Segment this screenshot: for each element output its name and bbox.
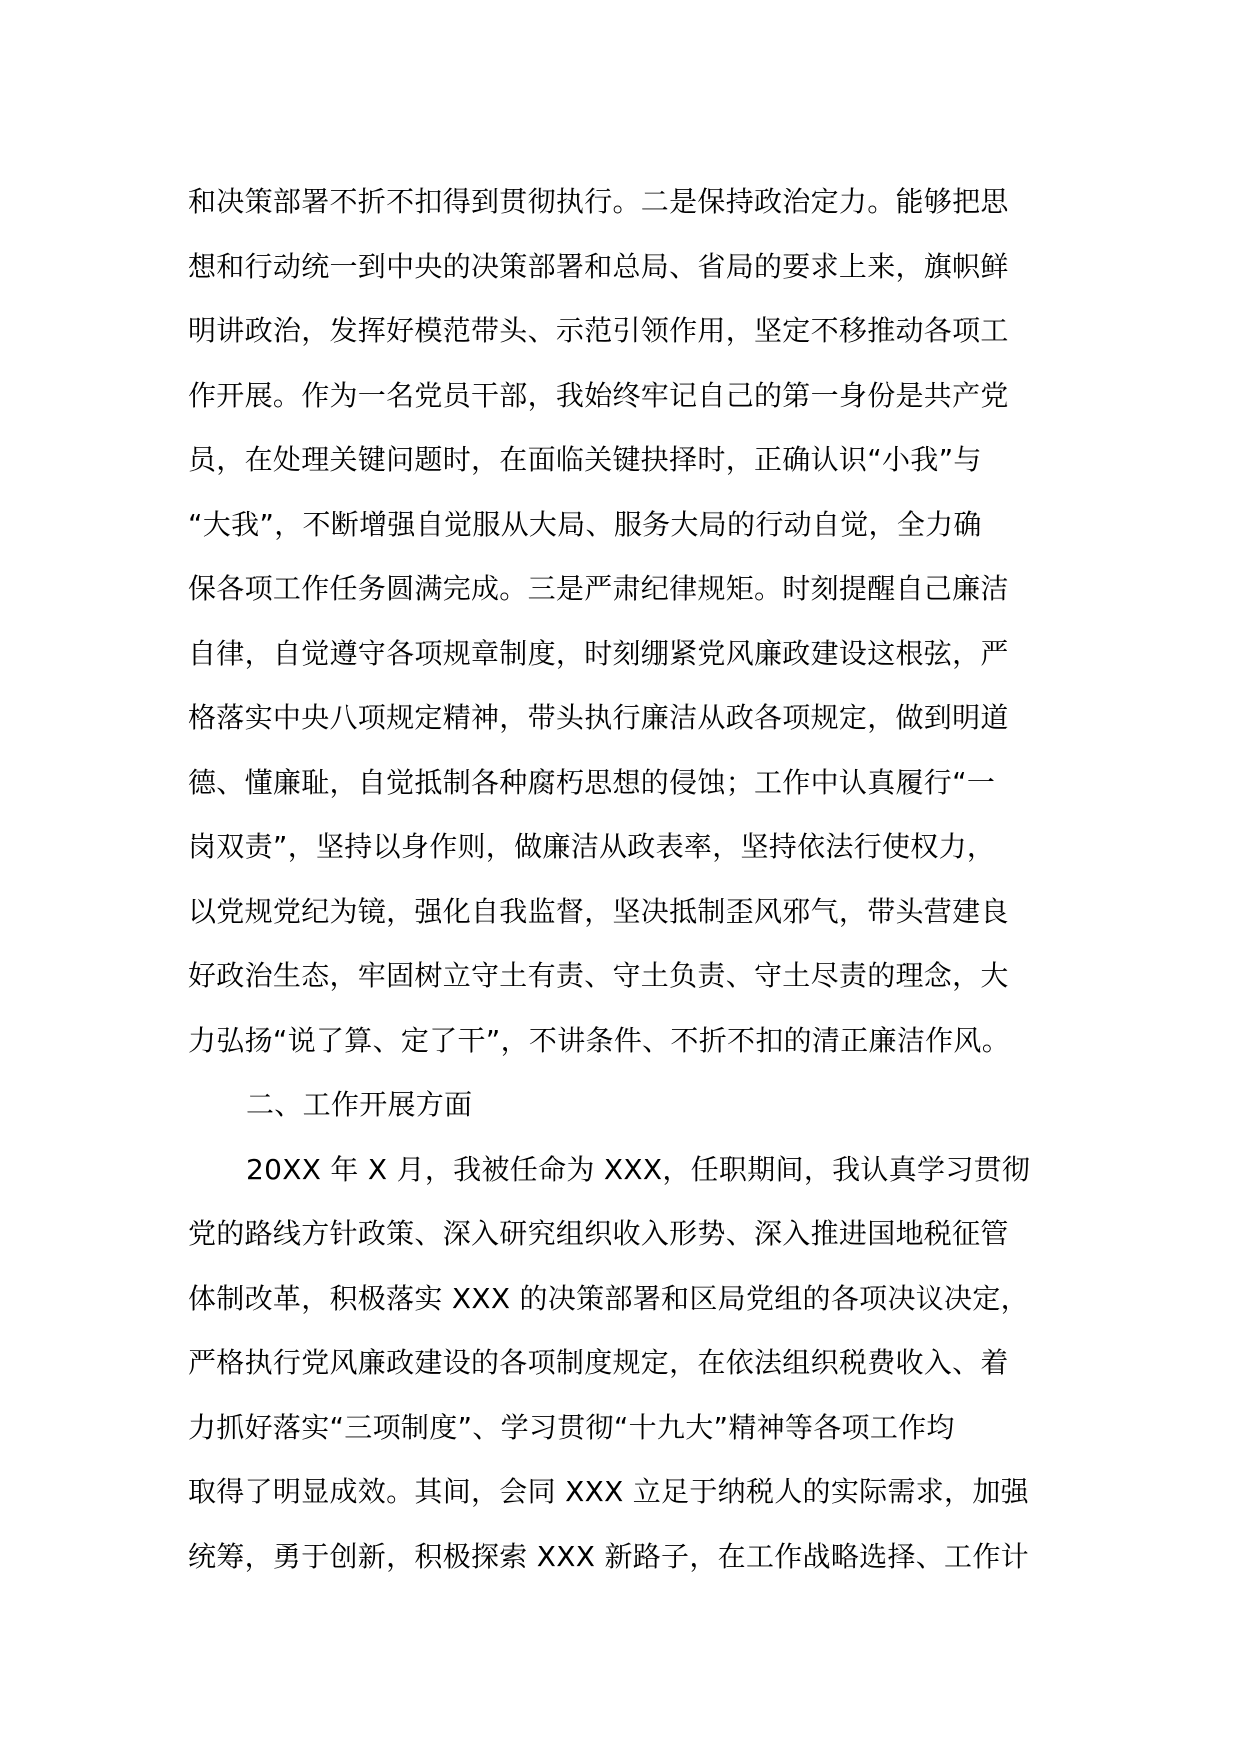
text-line: 以党规党纪为镜，强化自我监督，坚决抵制歪风邪气，带头营建良 bbox=[188, 894, 1009, 928]
text-line: 明讲政治，发挥好模范带头、示范引领作用，坚定不移推动各项工 bbox=[188, 314, 1009, 347]
text-line: 保各项工作任务圆满完成。三是严肃纪律规矩。时刻提醒自己廉洁 bbox=[188, 572, 1009, 605]
text-line: 作开展。作为一名党员干部，我始终牢记自己的第一身份是共产党 bbox=[188, 378, 1009, 412]
section-heading: 二、工作开展方面 bbox=[246, 1088, 473, 1121]
text-line: 体制改革，积极落实 XXX 的决策部署和区局党组的各项决议决定， bbox=[188, 1281, 1029, 1315]
text-line: 严格执行党风廉政建设的各项制度规定，在依法组织税费收入、着 bbox=[188, 1346, 1009, 1379]
paragraph-first-line: 20XX 年 X 月，我被任命为 XXX，任职期间，我认真学习贯彻 bbox=[246, 1152, 1031, 1186]
text-line: 想和行动统一到中央的决策部署和总局、省局的要求上来，旗帜鲜 bbox=[188, 249, 1009, 283]
body-text bbox=[188, 170, 1068, 1589]
text-line: 格落实中央八项规定精神，带头执行廉洁从政各项规定，做到明道 bbox=[188, 701, 1009, 734]
text-line: 力弘扬“说了算、定了干”，不讲条件、不折不扣的清正廉洁作风。 bbox=[188, 1023, 1011, 1057]
text-line: 和决策部署不折不扣得到贯彻执行。二是保持政治定力。能够把思 bbox=[188, 185, 1009, 218]
text-line: 自律，自觉遵守各项规章制度，时刻绷紧党风廉政建设这根弦，严 bbox=[188, 636, 1009, 670]
text-line: “大我”，不断增强自觉服从大局、服务大局的行动自觉，全力确 bbox=[188, 507, 982, 541]
text-line: 岗双责”，坚持以身作则，做廉洁从政表率，坚持依法行使权力， bbox=[188, 830, 996, 863]
text-line: 员，在处理关键问题时，在面临关键抉择时，正确认识“小我”与 bbox=[188, 443, 982, 476]
text-line: 取得了明显成效。其间，会同 XXX 立足于纳税人的实际需求，加强 bbox=[188, 1475, 1029, 1508]
text-line: 党的路线方针政策、深入研究组织收入形势、深入推进国地税征管 bbox=[188, 1217, 1009, 1250]
text-line: 力抓好落实“三项制度”、学习贯彻“十九大”精神等各项工作均 bbox=[188, 1410, 955, 1444]
text-line: 统筹，勇于创新，积极探索 XXX 新路子，在工作战略选择、工作计 bbox=[188, 1539, 1029, 1573]
text-line: 德、懂廉耻，自觉抵制各种腐朽思想的侵蚀；工作中认真履行“一 bbox=[188, 765, 996, 799]
text-line: 好政治生态，牢固树立守土有责、守土负责、守土尽责的理念，大 bbox=[188, 959, 1009, 992]
